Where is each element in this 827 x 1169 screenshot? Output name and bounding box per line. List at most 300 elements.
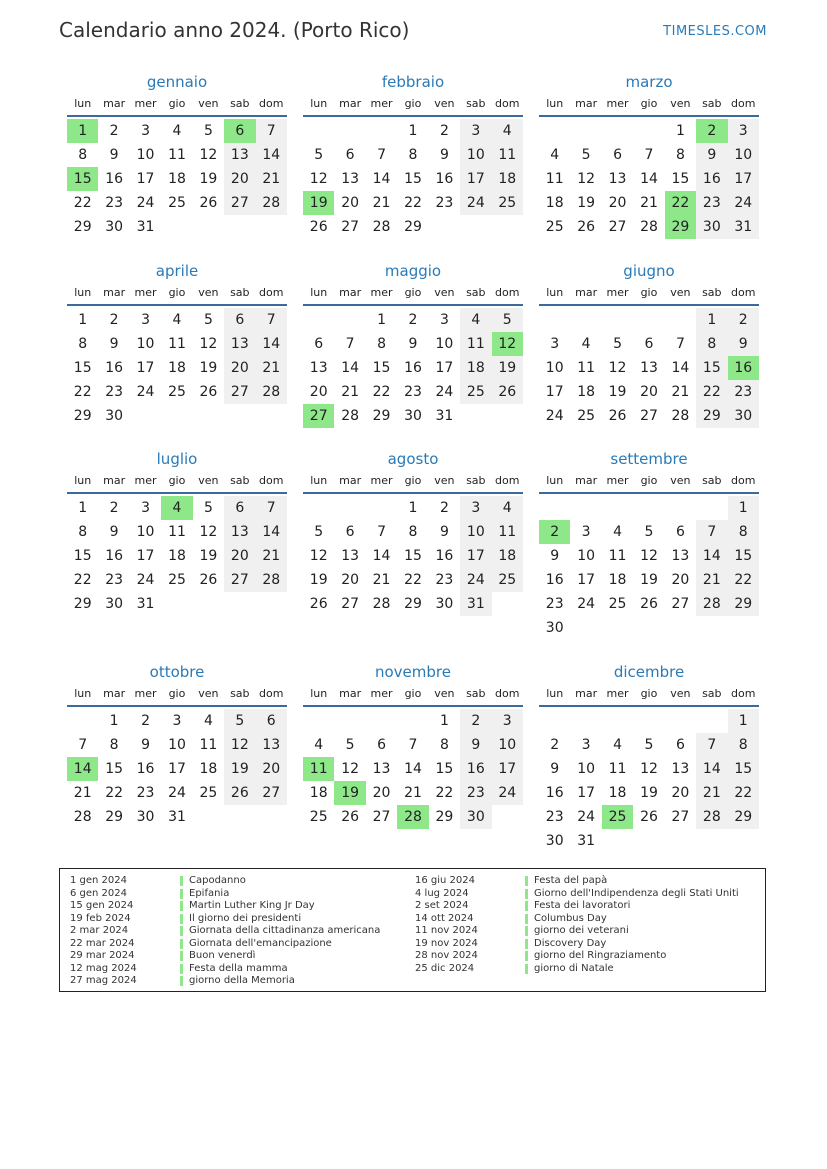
day-cell: 17: [728, 167, 759, 191]
day-grid: [303, 117, 523, 239]
empty-cell: [334, 308, 365, 332]
weekday-label: dom: [731, 687, 756, 700]
day-cell: 26: [224, 781, 255, 805]
legend-holiday-name: Giornata dell'emancipazione: [189, 937, 332, 949]
day-cell: 7: [377, 524, 387, 540]
day-cell: 8: [377, 336, 387, 352]
weekday-label: dom: [731, 286, 756, 299]
empty-cell: [366, 709, 397, 733]
day-cell: 12: [640, 761, 658, 777]
day-cell: 31: [136, 596, 155, 612]
day-cell: 31: [136, 219, 155, 235]
day-cell: 15: [671, 171, 690, 187]
weekday-header: [67, 684, 287, 707]
holiday-day-cell: 11: [303, 757, 334, 781]
day-cell: 8: [78, 336, 88, 352]
day-cell: 31: [435, 408, 454, 424]
day-cell: 8: [109, 737, 119, 753]
day-cell: 19: [224, 757, 255, 781]
weekday-label: mar: [575, 687, 598, 700]
day-cell: 31: [728, 215, 759, 239]
month-novembre: [303, 660, 523, 829]
empty-cell: [539, 308, 570, 332]
weekday-label: ven: [434, 474, 455, 487]
day-cell: 3: [172, 713, 182, 729]
holiday-day-cell: 12: [492, 332, 523, 356]
day-cell: 4: [492, 119, 523, 143]
day-cell: 29: [728, 805, 759, 829]
weekday-label: mar: [339, 286, 362, 299]
weekday-label: ven: [198, 474, 219, 487]
legend-holiday-name: Buon venerdì: [189, 950, 256, 961]
day-cell: 20: [224, 167, 255, 191]
day-cell: 27: [341, 219, 360, 235]
page-title: Calendario anno 2024. (Porto Rico): [59, 18, 410, 42]
weekday-header: [303, 684, 523, 707]
day-cell: 1: [109, 713, 119, 729]
legend-holiday-name: Martin Luther King Jr Day: [189, 900, 315, 911]
day-cell: 12: [341, 761, 360, 777]
day-cell: 27: [256, 781, 287, 805]
day-cell: 14: [671, 360, 690, 376]
holiday-marker: [525, 964, 528, 974]
empty-cell: [633, 496, 664, 520]
day-cell: 17: [577, 785, 596, 801]
day-cell: 10: [136, 147, 155, 163]
weekday-label: gio: [168, 286, 186, 299]
weekday-label: dom: [495, 687, 520, 700]
day-cell: 26: [199, 195, 218, 211]
empty-cell: [539, 496, 570, 520]
empty-cell: [696, 496, 727, 520]
day-cell: 9: [460, 733, 491, 757]
weekday-label: sab: [230, 687, 250, 700]
day-cell: 23: [105, 195, 124, 211]
weekday-header: [67, 283, 287, 306]
day-cell: 9: [728, 332, 759, 356]
day-cell: 3: [550, 336, 560, 352]
legend-entry: [70, 875, 380, 888]
day-cell: 14: [372, 548, 391, 564]
legend-date: 16 giu 2024: [415, 875, 475, 886]
day-cell: 18: [577, 384, 596, 400]
weekday-label: lun: [546, 474, 564, 487]
weekday-label: mer: [134, 286, 157, 299]
holiday-day-cell: 15: [67, 167, 98, 191]
legend-entry: [70, 913, 380, 926]
holiday-marker: [180, 939, 183, 949]
weekday-label: sab: [702, 474, 722, 487]
empty-cell: [633, 709, 664, 733]
day-cell: 25: [492, 568, 523, 592]
day-cell: 18: [608, 572, 627, 588]
legend-entry: [70, 900, 380, 913]
day-cell: 29: [73, 219, 92, 235]
day-cell: 18: [168, 548, 186, 564]
day-cell: 17: [492, 757, 523, 781]
holiday-day-cell: 14: [67, 757, 98, 781]
holiday-day-cell: 16: [728, 356, 759, 380]
day-cell: 29: [404, 219, 422, 235]
day-cell: 7: [256, 119, 287, 143]
day-cell: 6: [675, 737, 685, 753]
day-cell: 25: [460, 380, 491, 404]
day-cell: 6: [314, 336, 324, 352]
day-cell: 28: [341, 408, 360, 424]
day-cell: 18: [460, 356, 491, 380]
day-cell: 23: [435, 195, 454, 211]
day-cell: 13: [671, 761, 690, 777]
legend-holiday-name: Festa del papà: [534, 875, 608, 886]
empty-cell: [602, 496, 633, 520]
day-cell: 7: [345, 336, 355, 352]
day-cell: 26: [492, 380, 523, 404]
day-cell: 13: [671, 548, 690, 564]
weekday-label: ven: [198, 286, 219, 299]
day-cell: 21: [671, 384, 690, 400]
day-cell: 6: [224, 308, 255, 332]
day-cell: 9: [550, 761, 560, 777]
day-cell: 28: [372, 219, 391, 235]
day-cell: 5: [581, 147, 591, 163]
legend-date: 12 mag 2024: [70, 962, 137, 974]
day-cell: 18: [608, 785, 627, 801]
weekday-label: ven: [670, 97, 691, 110]
day-cell: 27: [224, 191, 255, 215]
day-cell: 31: [460, 592, 491, 616]
day-cell: 12: [640, 548, 658, 564]
day-cell: 17: [460, 544, 491, 568]
day-cell: 12: [309, 171, 328, 187]
empty-cell: [67, 709, 98, 733]
legend-entry: [415, 950, 739, 963]
month-name: luglio: [156, 450, 198, 468]
day-cell: 11: [492, 520, 523, 544]
day-cell: 15: [105, 761, 124, 777]
weekday-label: sab: [466, 474, 486, 487]
weekday-label: mar: [575, 97, 598, 110]
weekday-label: dom: [495, 474, 520, 487]
holiday-day-cell: 27: [303, 404, 334, 428]
day-cell: 9: [696, 143, 727, 167]
day-cell: 20: [671, 572, 690, 588]
weekday-label: gio: [168, 474, 186, 487]
day-cell: 8: [728, 520, 759, 544]
day-cell: 10: [728, 143, 759, 167]
day-cell: 20: [372, 785, 391, 801]
weekday-label: lun: [546, 687, 564, 700]
day-cell: 17: [136, 171, 155, 187]
day-cell: 25: [168, 384, 186, 400]
legend-entry: [415, 900, 739, 913]
day-cell: 13: [341, 171, 360, 187]
day-cell: 9: [109, 524, 119, 540]
day-cell: 11: [545, 171, 564, 187]
weekday-label: mer: [606, 474, 629, 487]
holiday-marker: [180, 876, 183, 886]
day-cell: 19: [640, 785, 658, 801]
legend-date: 22 mar 2024: [70, 937, 135, 949]
day-cell: 2: [550, 737, 560, 753]
day-cell: 22: [728, 568, 759, 592]
day-cell: 16: [696, 167, 727, 191]
weekday-label: dom: [495, 286, 520, 299]
day-cell: 2: [109, 312, 119, 328]
day-cell: 11: [577, 360, 596, 376]
day-cell: 30: [435, 596, 454, 612]
weekday-label: mar: [103, 474, 126, 487]
holiday-day-cell: 19: [303, 191, 334, 215]
day-cell: 23: [696, 191, 727, 215]
day-cell: 23: [460, 781, 491, 805]
day-cell: 12: [224, 733, 255, 757]
day-cell: 24: [435, 384, 454, 400]
day-cell: 6: [224, 496, 255, 520]
day-cell: 24: [136, 384, 155, 400]
weekday-header: [539, 283, 759, 306]
day-cell: 6: [613, 147, 623, 163]
day-cell: 1: [78, 312, 88, 328]
legend-date: 28 nov 2024: [415, 950, 478, 961]
day-cell: 26: [309, 219, 328, 235]
weekday-label: mar: [339, 474, 362, 487]
day-cell: 15: [372, 360, 391, 376]
day-cell: 7: [256, 496, 287, 520]
day-cell: 16: [105, 171, 124, 187]
day-cell: 5: [203, 312, 213, 328]
empty-cell: [334, 496, 365, 520]
day-cell: 27: [671, 809, 690, 825]
legend-entry: [415, 925, 739, 938]
empty-cell: [570, 119, 601, 143]
day-cell: 30: [136, 809, 155, 825]
weekday-label: lun: [74, 474, 92, 487]
holiday-marker: [180, 976, 183, 986]
day-grid: [303, 707, 523, 829]
holiday-marker: [180, 951, 183, 961]
day-cell: 11: [608, 761, 627, 777]
weekday-label: mer: [370, 687, 393, 700]
day-cell: 6: [377, 737, 387, 753]
empty-cell: [633, 119, 664, 143]
day-cell: 22: [696, 380, 727, 404]
day-cell: 18: [492, 544, 523, 568]
holiday-marker: [525, 926, 528, 936]
day-cell: 17: [577, 572, 596, 588]
day-cell: 25: [545, 219, 564, 235]
day-cell: 10: [136, 336, 155, 352]
day-cell: 9: [109, 147, 119, 163]
day-cell: 12: [577, 171, 596, 187]
empty-cell: [665, 496, 696, 520]
legend-entry: [70, 888, 380, 901]
day-cell: 10: [577, 548, 596, 564]
day-cell: 19: [199, 171, 218, 187]
day-cell: 29: [404, 596, 422, 612]
holiday-day-cell: 19: [334, 781, 365, 805]
month-name: aprile: [155, 262, 199, 280]
day-cell: 17: [136, 548, 155, 564]
legend-date: 19 feb 2024: [70, 912, 131, 924]
weekday-label: sab: [230, 474, 250, 487]
day-cell: 21: [341, 384, 360, 400]
day-cell: 2: [141, 713, 151, 729]
brand-link[interactable]: TIMESLES.COM: [663, 24, 767, 39]
month-name: dicembre: [613, 663, 685, 681]
day-cell: 3: [141, 500, 151, 516]
weekday-label: mar: [103, 687, 126, 700]
day-cell: 28: [372, 596, 391, 612]
day-cell: 3: [581, 737, 591, 753]
day-cell: 24: [728, 191, 759, 215]
day-cell: 11: [492, 143, 523, 167]
legend-holiday-name: Giorno dell'Indipendenza degli Stati Uniti: [534, 887, 739, 899]
weekday-label: gio: [404, 687, 422, 700]
day-grid: [539, 117, 759, 239]
day-cell: 20: [608, 195, 627, 211]
day-cell: 8: [696, 332, 727, 356]
day-cell: 7: [696, 520, 727, 544]
legend-entry: [415, 888, 739, 901]
holiday-marker: [180, 964, 183, 974]
empty-cell: [570, 308, 601, 332]
day-cell: 9: [109, 336, 119, 352]
day-cell: 15: [73, 548, 92, 564]
weekday-label: lun: [546, 97, 564, 110]
day-cell: 9: [439, 147, 449, 163]
day-cell: 30: [105, 408, 124, 424]
empty-cell: [366, 119, 397, 143]
day-cell: 24: [460, 568, 491, 592]
day-cell: 11: [168, 147, 186, 163]
weekday-label: ven: [670, 687, 691, 700]
day-cell: 28: [696, 805, 727, 829]
day-cell: 10: [460, 520, 491, 544]
day-cell: 15: [728, 757, 759, 781]
day-cell: 13: [309, 360, 328, 376]
empty-cell: [303, 496, 334, 520]
weekday-label: sab: [230, 97, 250, 110]
day-cell: 26: [309, 596, 328, 612]
day-cell: 17: [168, 761, 186, 777]
month-name: giugno: [623, 262, 675, 280]
holiday-day-cell: 2: [696, 119, 727, 143]
day-cell: 12: [309, 548, 328, 564]
day-cell: 2: [439, 500, 449, 516]
day-cell: 3: [460, 496, 491, 520]
day-cell: 26: [640, 809, 658, 825]
empty-cell: [570, 496, 601, 520]
day-cell: 23: [435, 572, 454, 588]
day-cell: 17: [545, 384, 564, 400]
day-cell: 26: [640, 596, 658, 612]
day-cell: 1: [377, 312, 387, 328]
day-cell: 3: [439, 312, 449, 328]
weekday-label: dom: [731, 97, 756, 110]
day-cell: 12: [608, 360, 627, 376]
legend-holiday-name: Festa dei lavoratori: [534, 900, 631, 911]
day-cell: 18: [492, 167, 523, 191]
day-cell: 23: [545, 596, 564, 612]
day-cell: 8: [408, 147, 418, 163]
day-cell: 17: [136, 360, 155, 376]
day-cell: 6: [345, 524, 355, 540]
weekday-label: gio: [640, 286, 658, 299]
day-cell: 26: [341, 809, 360, 825]
day-cell: 23: [136, 785, 155, 801]
weekday-label: sab: [466, 687, 486, 700]
day-cell: 4: [613, 737, 623, 753]
day-cell: 20: [224, 544, 255, 568]
day-cell: 19: [577, 195, 596, 211]
weekday-label: gio: [404, 474, 422, 487]
day-cell: 4: [203, 713, 213, 729]
day-cell: 23: [105, 572, 124, 588]
weekday-label: mer: [606, 286, 629, 299]
day-cell: 1: [728, 709, 759, 733]
day-cell: 30: [404, 408, 422, 424]
empty-cell: [397, 709, 428, 733]
day-cell: 7: [78, 737, 88, 753]
day-cell: 10: [460, 143, 491, 167]
month-name: novembre: [375, 663, 451, 681]
weekday-label: dom: [731, 474, 756, 487]
holiday-day-cell: 1: [67, 119, 98, 143]
legend-entry: [415, 913, 739, 926]
day-cell: 13: [224, 143, 255, 167]
day-cell: 20: [640, 384, 658, 400]
day-cell: 15: [728, 544, 759, 568]
day-cell: 21: [256, 544, 287, 568]
weekday-label: mer: [134, 97, 157, 110]
day-cell: 19: [309, 572, 328, 588]
day-cell: 15: [404, 171, 422, 187]
day-cell: 3: [728, 119, 759, 143]
day-cell: 21: [372, 572, 391, 588]
day-cell: 28: [256, 191, 287, 215]
empty-cell: [334, 119, 365, 143]
day-cell: 16: [136, 761, 155, 777]
legend-holiday-name: Giornata della cittadinanza americana: [189, 925, 381, 936]
day-cell: 5: [345, 737, 355, 753]
day-cell: 27: [671, 596, 690, 612]
legend-date: 27 mag 2024: [70, 975, 137, 986]
day-cell: 5: [644, 524, 654, 540]
day-cell: 4: [172, 312, 182, 328]
day-cell: 4: [314, 737, 324, 753]
day-cell: 29: [696, 404, 727, 428]
legend-holiday-name: Festa della mamma: [189, 962, 288, 974]
day-cell: 9: [439, 524, 449, 540]
empty-cell: [366, 496, 397, 520]
day-cell: 7: [408, 737, 418, 753]
day-cell: 19: [492, 356, 523, 380]
day-cell: 28: [256, 380, 287, 404]
empty-cell: [602, 709, 633, 733]
day-cell: 26: [577, 219, 596, 235]
legend-entry: [70, 925, 380, 938]
day-cell: 25: [608, 596, 627, 612]
day-cell: 1: [408, 500, 418, 516]
day-cell: 5: [613, 336, 623, 352]
empty-cell: [665, 308, 696, 332]
legend-entry: [415, 963, 739, 976]
day-cell: 21: [256, 356, 287, 380]
day-cell: 24: [460, 191, 491, 215]
day-cell: 5: [224, 709, 255, 733]
day-cell: 13: [372, 761, 391, 777]
day-cell: 29: [73, 408, 92, 424]
